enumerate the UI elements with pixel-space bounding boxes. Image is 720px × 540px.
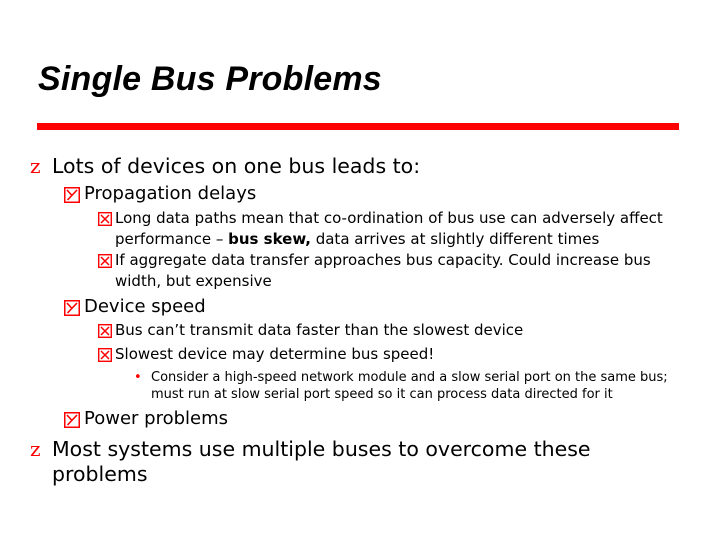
x-box-icon — [98, 212, 112, 226]
title-underline — [37, 123, 679, 130]
bullet-power-problems — [64, 408, 228, 430]
x-box-icon — [98, 324, 112, 338]
text-part: data arrives at slightly different times — [310, 230, 600, 248]
y-box-icon — [64, 187, 80, 203]
bullet-multiple-buses — [30, 437, 630, 487]
bullet-lots-of-devices — [30, 154, 420, 179]
bullet-consider-network-module — [134, 369, 694, 403]
y-box-icon — [64, 300, 80, 316]
bullet-long-data-paths — [98, 208, 696, 250]
bullet-bus-cant-transmit — [98, 320, 696, 341]
bullet-text: Consider a high-speed network module and a slow serial port on the same bus; must run at slow serial port speed so it can process data directed for it — [151, 370, 668, 402]
bullet-text: If aggregate data transfer approaches bus capacity. Could increase bus width, but expensive — [115, 251, 651, 290]
bullet-text: Bus can’t transmit data faster than the slowest device — [115, 321, 524, 339]
text-part: Long data paths mean that co-ordination of bus use can adversely affect performance – — [115, 209, 663, 248]
bullet-text: Lots of devices on one bus leads to: — [52, 154, 421, 178]
bullet-text: Most systems use multiple buses to overcome these problems — [52, 437, 591, 486]
z-bullet-icon: z — [30, 437, 41, 461]
bullet-text: Propagation delays — [84, 183, 257, 204]
bullet-text: Power problems — [84, 408, 228, 429]
bullet-device-speed — [64, 296, 206, 318]
bullet-text: Device speed — [84, 296, 206, 317]
bullet-text — [98, 208, 696, 250]
z-bullet-icon: z — [30, 154, 41, 178]
bullet-aggregate-transfer — [98, 250, 696, 292]
bold-term: bus skew, — [228, 230, 311, 248]
bullet-propagation-delays — [64, 183, 256, 205]
dot-bullet-icon: • — [134, 370, 142, 385]
slide-title: Single Bus Problems — [38, 60, 382, 98]
y-box-icon — [64, 412, 80, 428]
x-box-icon — [98, 348, 112, 362]
bullet-text: Slowest device may determine bus speed! — [115, 345, 435, 363]
bullet-slowest-device — [98, 344, 696, 365]
x-box-icon — [98, 254, 112, 268]
